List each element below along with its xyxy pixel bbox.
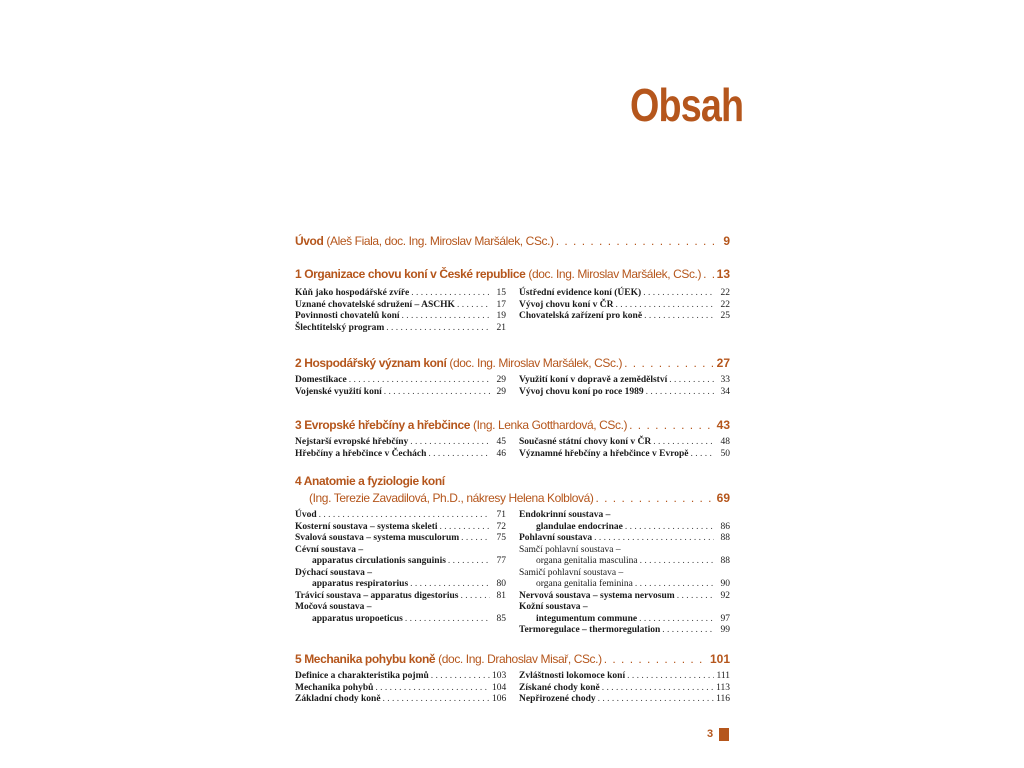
toc-entry[interactable] [295, 510, 506, 522]
entry-title: Povinnosti chovatelů koní [295, 311, 400, 321]
toc-entry[interactable] [295, 437, 506, 449]
chapter-title: 4 Anatomie a fyziologie koní [295, 474, 445, 488]
entry-page: 99 [720, 625, 730, 635]
entry-title: Definice a charakteristika pojmů [295, 671, 429, 681]
dot-leader [691, 449, 715, 461]
dot-leader [677, 591, 714, 603]
toc-entry[interactable] [519, 510, 730, 522]
toc-entry[interactable] [295, 522, 506, 534]
entry-title: organa genitalia feminina [536, 579, 633, 589]
entry-page: 111 [716, 671, 730, 681]
chapter-authors: (Ing. Lenka Gotthardová, CSc.) [473, 418, 628, 432]
entry-title: Zvláštnosti lokomoce koní [519, 671, 626, 681]
toc-entry[interactable] [295, 387, 506, 399]
entry-title: Termoregulace – thermoregulation [519, 625, 661, 635]
entry-page: 90 [720, 579, 730, 589]
toc-entry[interactable] [295, 288, 506, 300]
entry-page: 106 [492, 694, 507, 704]
entry-title: glandulae endocrinae [536, 521, 623, 532]
entry-title: Šlechtitelský program [295, 322, 385, 333]
toc-intro-heading[interactable] [295, 234, 730, 252]
dot-leader [598, 694, 714, 706]
chapter-1-right-column [519, 288, 730, 323]
entry-title: Cévní soustava – [295, 544, 364, 555]
entry-page: 113 [716, 682, 730, 693]
dot-leader [319, 510, 490, 522]
dot-leader [669, 375, 714, 387]
dot-leader [457, 300, 490, 312]
dot-leader [627, 671, 714, 683]
toc-entry[interactable] [519, 683, 730, 695]
toc-entry[interactable] [519, 288, 730, 300]
entry-title: Pohlavní soustava [519, 533, 593, 543]
intro-title: Úvod [295, 234, 324, 248]
entry-title: apparatus respiratorius [312, 579, 409, 589]
dot-leader [410, 579, 490, 591]
dot-leader [594, 533, 714, 545]
entry-title: Dýchací soustava – [295, 567, 373, 578]
chapter-2-left-column [295, 375, 506, 398]
entry-title: Úvod [295, 510, 317, 520]
entry-page: 21 [496, 322, 506, 333]
dot-leader [662, 625, 714, 637]
entry-page: 72 [496, 521, 506, 532]
chapter-title: 5 Mechanika pohybu koně [295, 652, 436, 666]
toc-entry[interactable] [295, 671, 506, 683]
entry-title: Získané chody koně [519, 682, 600, 693]
entry-page: 46 [496, 448, 506, 459]
toc-chapter-1-heading[interactable] [295, 267, 730, 285]
dot-leader [653, 437, 714, 449]
entry-title: Nervová soustava – systema nervosum [519, 590, 675, 601]
entry-page: 45 [496, 437, 506, 447]
chapter-3-right-column [519, 437, 730, 460]
chapter-page: 13 [716, 267, 730, 281]
dot-leader [556, 234, 722, 248]
dot-leader [384, 387, 490, 399]
entry-page: 88 [720, 556, 730, 566]
page-marker [719, 728, 729, 741]
toc-entry[interactable] [519, 591, 730, 603]
chapter-4-right-column [519, 510, 730, 637]
dot-leader [386, 323, 490, 335]
entry-title: Hřebčíny a hřebčince v Čechách [295, 448, 427, 459]
dot-leader [595, 491, 714, 505]
dot-leader [461, 533, 490, 545]
chapter-page: 27 [716, 356, 730, 370]
entry-title: apparatus uropoeticus [312, 613, 403, 624]
dot-leader [431, 671, 490, 683]
toc-entry[interactable] [519, 556, 730, 568]
toc-entry[interactable] [295, 602, 506, 614]
dot-leader [383, 694, 490, 706]
entry-title: organa genitalia masculina [536, 556, 638, 566]
dot-leader [604, 652, 708, 666]
intro-authors: (Aleš Fiala, doc. Ing. Miroslav Maršálek, CSc.) [326, 234, 554, 248]
entry-page: 103 [492, 671, 507, 681]
dot-leader [635, 579, 714, 591]
intro-page: 9 [723, 234, 730, 248]
toc-entry[interactable] [519, 545, 730, 557]
toc-entry[interactable] [519, 375, 730, 387]
dot-leader [625, 522, 714, 534]
entry-page: 77 [496, 556, 506, 566]
chapter-3-left-column [295, 437, 506, 460]
entry-page: 97 [720, 613, 730, 624]
entry-title: Využití koní v dopravě a zemědělství [519, 375, 668, 385]
entry-title: Kosterní soustava – systema skeleti [295, 521, 438, 532]
entry-title: Významné hřebčíny a hřebčince v Evropě [519, 448, 689, 459]
entry-page: 71 [496, 510, 506, 520]
entry-page: 25 [720, 311, 730, 321]
entry-title: Vývoj chovu koní po roce 1989 [519, 386, 644, 397]
chapter-5-left-column [295, 671, 506, 706]
chapter-authors: (doc. Ing. Drahoslav Misař, CSc.) [438, 652, 602, 666]
entry-title: Nejstarší evropské hřebčíny [295, 437, 409, 447]
toc-entry[interactable] [295, 449, 506, 461]
toc-entry[interactable] [519, 694, 730, 706]
toc-entry[interactable] [519, 602, 730, 614]
chapter-title: 2 Hospodářský význam koní [295, 356, 447, 370]
toc-entry[interactable] [295, 591, 506, 603]
toc-entry[interactable] [519, 568, 730, 580]
toc-entry[interactable] [295, 683, 506, 695]
entry-page: 104 [492, 682, 507, 693]
toc-chapter-4-heading[interactable] [295, 474, 730, 492]
dot-leader [349, 375, 490, 387]
dot-leader [703, 267, 715, 281]
entry-title: Současné státní chovy koní v ČR [519, 437, 652, 447]
dot-leader [640, 556, 714, 568]
toc-chapter-5-heading[interactable] [295, 652, 730, 670]
dot-leader [428, 449, 490, 461]
toc-entry[interactable] [295, 568, 506, 580]
toc-entry[interactable] [519, 614, 730, 626]
dot-leader [644, 311, 714, 323]
entry-title: integumentum commune [536, 613, 638, 624]
chapter-page: 43 [716, 418, 730, 432]
chapter-1-left-column [295, 288, 506, 334]
entry-page: 75 [496, 533, 506, 543]
chapter-title: 3 Evropské hřebčíny a hřebčince [295, 418, 471, 432]
entry-page: 48 [720, 437, 730, 447]
entry-page: 50 [720, 448, 730, 459]
entry-page: 15 [496, 288, 506, 298]
chapter-4-left-column [295, 510, 506, 625]
toc-entry[interactable] [519, 449, 730, 461]
toc-entry[interactable] [519, 625, 730, 637]
chapter-authors: (doc. Ing. Miroslav Maršálek, CSc.) [528, 267, 702, 281]
entry-title: Svalová soustava – systema musculorum [295, 533, 460, 543]
dot-leader [624, 356, 715, 370]
dot-leader [375, 683, 490, 695]
toc-chapter-4-authors-line[interactable] [295, 491, 730, 509]
entry-page: 116 [716, 694, 730, 704]
toc-entry[interactable] [295, 614, 506, 626]
entry-title: Samičí pohlavní soustava – [519, 567, 624, 578]
entry-page: 19 [496, 311, 506, 321]
dot-leader [460, 591, 490, 603]
dot-leader [440, 522, 491, 534]
page-number: 3 [707, 728, 714, 740]
dot-leader [405, 614, 490, 626]
dot-leader [410, 437, 490, 449]
toc-entry[interactable] [295, 311, 506, 323]
toc-entry[interactable] [295, 556, 506, 568]
toc-chapter-2-heading[interactable] [295, 356, 730, 374]
entry-title: Vojenské využití koní [295, 386, 382, 397]
entry-title: apparatus circulationis sanguinis [312, 556, 446, 566]
toc-entry[interactable] [295, 300, 506, 312]
entry-page: 33 [720, 375, 730, 385]
chapter-page: 69 [716, 491, 730, 505]
toc-entry[interactable] [295, 579, 506, 591]
entry-page: 80 [496, 579, 506, 589]
entry-page: 81 [496, 590, 506, 601]
entry-title: Samčí pohlavní soustava – [519, 544, 621, 555]
chapter-2-right-column [519, 375, 730, 398]
dot-leader [411, 288, 490, 300]
chapter-5-right-column [519, 671, 730, 706]
entry-title: Mechanika pohybů [295, 682, 374, 693]
dot-leader [448, 556, 490, 568]
toc-entry[interactable] [519, 522, 730, 534]
dot-leader [629, 418, 715, 432]
entry-title: Základní chody koně [295, 694, 381, 704]
entry-title: Nepřirozené chody [519, 694, 596, 704]
entry-title: Kožní soustava – [519, 602, 588, 612]
entry-title: Trávicí soustava – apparatus digestorius [295, 590, 459, 601]
entry-page: 29 [496, 386, 506, 397]
dot-leader [646, 387, 714, 399]
entry-title: Chovatelská zařízení pro koně [519, 311, 643, 321]
chapter-authors: (Ing. Terezie Zavadilová, Ph.D., nákresy Helena Kolblová) [309, 491, 594, 505]
toc-entry[interactable] [519, 387, 730, 399]
entry-title: Uznané chovatelské sdružení – ASCHK [295, 299, 455, 310]
dot-leader [602, 683, 714, 695]
chapter-page: 101 [709, 652, 730, 666]
entry-title: Endokrinní soustava – [519, 510, 611, 520]
toc-entry[interactable] [519, 311, 730, 323]
page-title: Obsah [630, 79, 744, 131]
toc-entry[interactable] [295, 323, 506, 335]
entry-page: 86 [720, 521, 730, 532]
toc-entry[interactable] [295, 545, 506, 557]
chapter-title: 1 Organizace chovu koní v České republice [295, 267, 526, 281]
toc-entry[interactable] [295, 375, 506, 387]
toc-entry[interactable] [519, 579, 730, 591]
toc-chapter-3-heading[interactable] [295, 418, 730, 436]
entry-title: Vývoj chovu koní v ČR [519, 299, 614, 310]
toc-entry[interactable] [519, 533, 730, 545]
dot-leader [643, 288, 714, 300]
entry-page: 22 [720, 299, 730, 310]
entry-page: 17 [496, 299, 506, 310]
entry-page: 92 [720, 590, 730, 601]
entry-page: 85 [496, 613, 506, 624]
toc-entry[interactable] [295, 533, 506, 545]
entry-page: 22 [720, 288, 730, 298]
dot-leader [639, 614, 714, 626]
toc-entry[interactable] [295, 694, 506, 706]
entry-title: Ústřední evidence koní (ÚEK) [519, 288, 642, 298]
entry-title: Močová soustava – [295, 602, 372, 612]
toc-entry[interactable] [519, 300, 730, 312]
toc-entry[interactable] [519, 671, 730, 683]
entry-page: 88 [720, 533, 730, 543]
entry-page: 34 [720, 386, 730, 397]
dot-leader [616, 300, 715, 312]
dot-leader [402, 311, 490, 323]
entry-page: 29 [496, 375, 506, 385]
entry-title: Kůň jako hospodářské zvíře [295, 288, 410, 298]
toc-entry[interactable] [519, 437, 730, 449]
chapter-authors: (doc. Ing. Miroslav Maršálek, CSc.) [449, 356, 623, 370]
entry-title: Domestikace [295, 375, 347, 385]
